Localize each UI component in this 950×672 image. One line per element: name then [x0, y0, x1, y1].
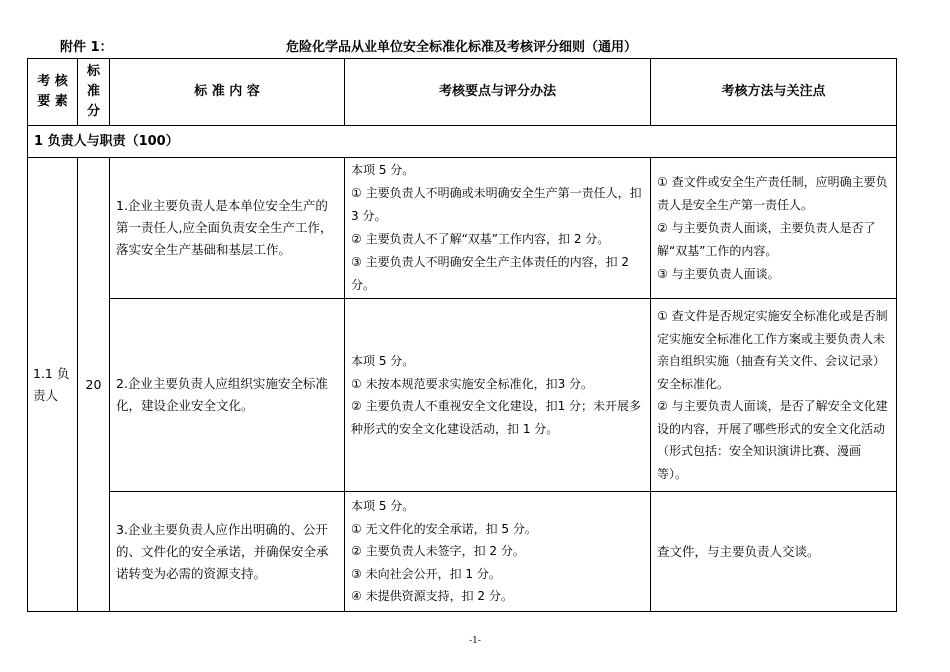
- col-header-points: 考核要点与评分办法: [345, 59, 651, 126]
- points-cell: [345, 492, 651, 612]
- points-line: ① 主要负责人不明确或未明确安全生产第一责任人，扣 3 分。: [351, 186, 642, 223]
- points-line: ② 主要负责人未签字，扣 2 分。: [351, 544, 525, 559]
- content-cell: 2.企业主要负责人应组织实施安全标准化，建设企业安全文化。: [110, 299, 345, 492]
- page-header: [0, 36, 950, 56]
- section-row: [28, 126, 897, 158]
- points-line: ① 未按本规范要求实施安全标准化，扣3 分。: [351, 376, 594, 391]
- col-header-element: 考 核 要 素: [28, 59, 78, 126]
- table-row: [28, 492, 897, 612]
- points-line: ③ 主要负责人不明确安全生产主体责任的内容，扣 2 分。: [351, 255, 630, 292]
- method-cell: [651, 299, 897, 492]
- section-title: 1 负责人与职责（100）: [28, 126, 897, 158]
- content-cell: 1.企业主要负责人是本单位安全生产的第一责任人,应全面负责安全生产工作，落实安全生产基础和基层工作。: [110, 158, 345, 299]
- points-cell: [345, 299, 651, 492]
- content-cell: 3.企业主要负责人应作出明确的、公开的、文件化的安全承诺，并确保安全承诺转变为必需的资源支持。: [110, 492, 345, 612]
- points-line: 本项 5 分。: [351, 354, 415, 368]
- scoring-table: [27, 58, 897, 612]
- points-line: 本项 5 分。: [351, 163, 415, 177]
- score-cell: 20: [78, 158, 110, 612]
- method-line: ② 与主要负责人面谈，是否了解安全文化建设的内容，开展了哪些形式的安全文化活动（形式包括：安全知识演讲比赛、漫画等）。: [657, 399, 888, 481]
- method-line: ② 与主要负责人面谈，主要负责人是否了解“双基”工作的内容。: [657, 220, 876, 258]
- points-line: ③ 未向社会公开，扣 1 分。: [351, 566, 501, 581]
- attachment-label: 附件 1：: [60, 40, 113, 55]
- col-header-content: 标 准 内 容: [110, 59, 345, 126]
- col-header-score: 标 准 分: [78, 59, 110, 126]
- points-cell: [345, 158, 651, 299]
- element-cell: 1.1 负责人: [28, 158, 78, 612]
- points-line: ② 主要负责人不重视安全文化建设，扣1 分；未开展多种形式的安全文化建设活动，扣 1 分。: [351, 399, 642, 436]
- page-number: -1-: [469, 636, 481, 646]
- points-line: ① 无文件化的安全承诺，扣 5 分。: [351, 521, 537, 536]
- points-line: 本项 5 分。: [351, 499, 415, 514]
- method-line: ① 查文件或安全生产责任制，应明确主要负责人是安全生产第一责任人。: [657, 174, 888, 212]
- points-line: ② 主要负责人不了解“双基”工作内容，扣 2 分。: [351, 232, 610, 246]
- document-title: 危险化学品从业单位安全标准化标准及考核评分细则（通用）: [286, 40, 638, 55]
- method-cell: 查文件，与主要负责人交谈。: [651, 492, 897, 612]
- method-line: ③ 与主要负责人面谈。: [657, 266, 780, 281]
- method-cell: [651, 158, 897, 299]
- col-header-method: 考核方法与关注点: [651, 59, 897, 126]
- table-row: [28, 299, 897, 492]
- points-line: ④ 未提供资源支持，扣 2 分。: [351, 589, 513, 604]
- method-line: ① 查文件是否规定实施安全标准化或是否制定实施安全标准化工作方案或主要负责人未亲自组织实施（抽查有关文件、会议记录）安全标准化。: [657, 309, 888, 391]
- table-header-row: [28, 59, 897, 126]
- table-row: [28, 158, 897, 299]
